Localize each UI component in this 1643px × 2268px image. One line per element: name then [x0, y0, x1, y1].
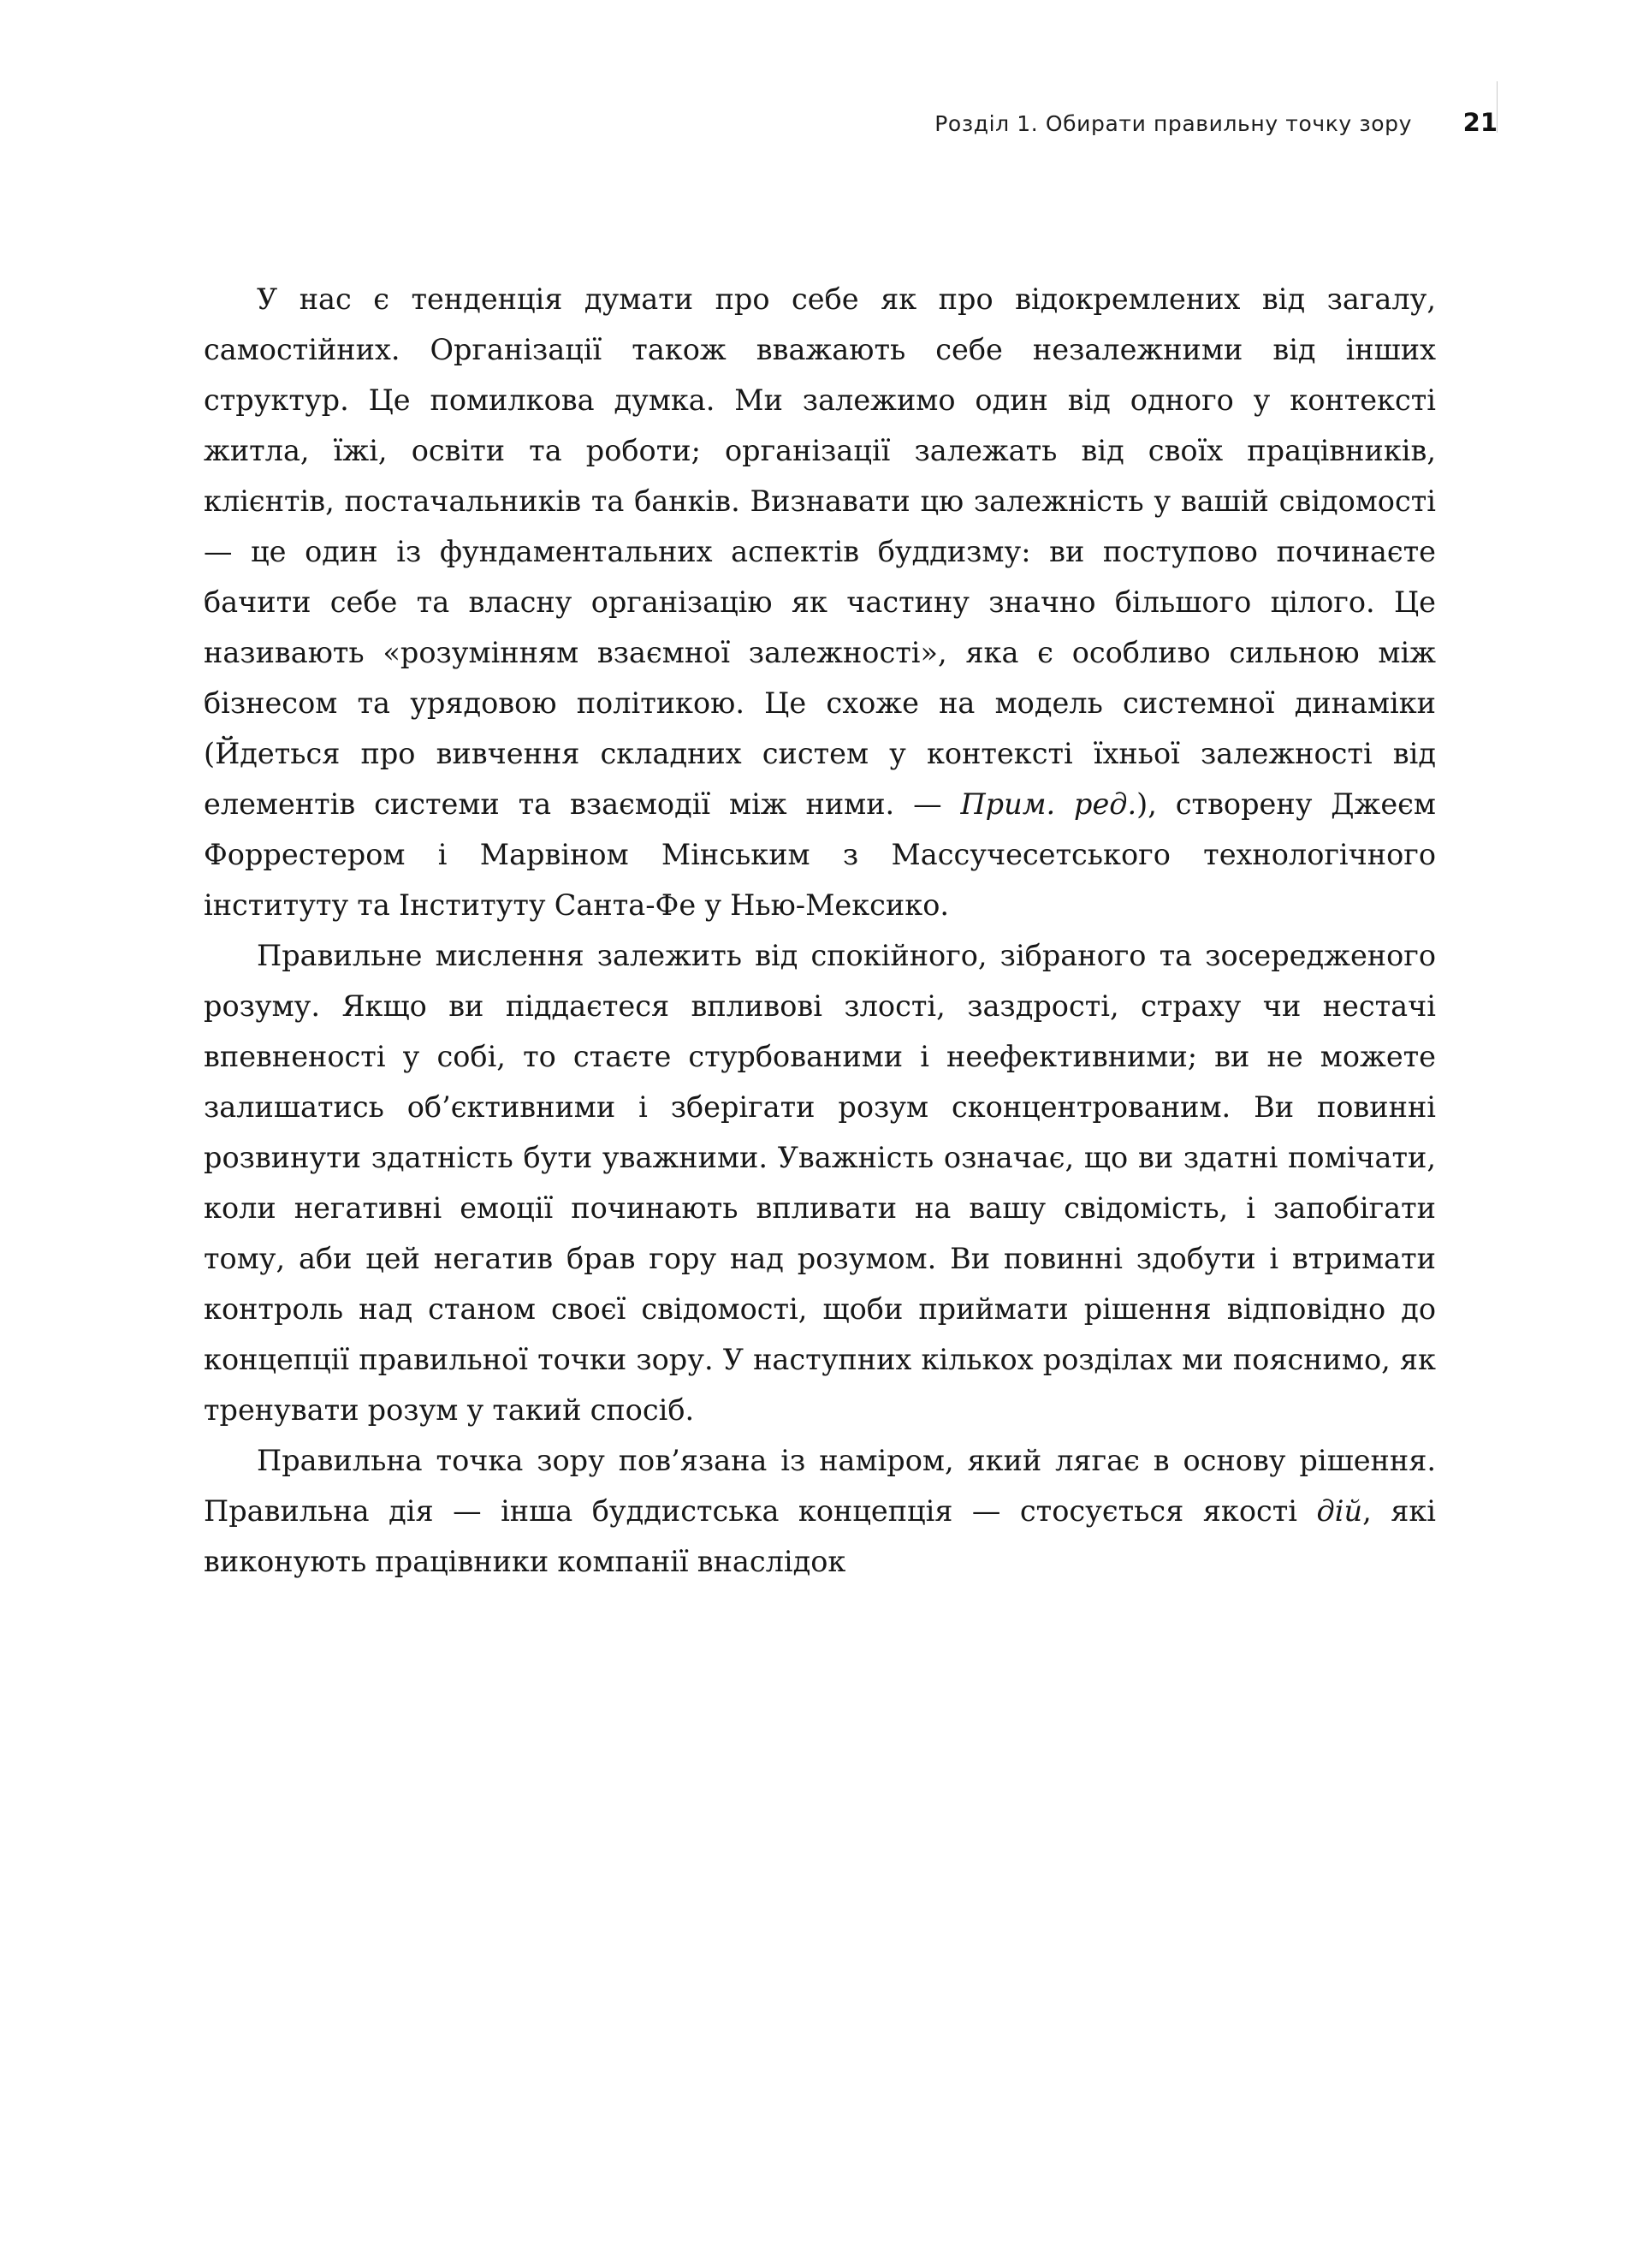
- page-header: [205, 108, 1498, 163]
- paragraph: У нас є тенденція думати про себе як про відокремлених від загалу, самостійних. Організації також вважають себе незалежними від інших структур. Це помилкова думка. Ми залежимо один від одного у контексті житла, їжі, освіти та роботи; організації залежать від своїх працівників, клієнтів, постачальників та банків. Визнавати цю залежність у вашій свідомості — це один із фундаментальних аспектів буддизму: ви поступово починаєте бачити себе та власну організацію як частину значно більшого цілого. Це називають «розумінням взаємної залежності», яка є особливо сильною між бізнесом та урядовою політикою. Це схоже на модель системної динаміки (Йдеться про вивчення складних систем у контексті їхньої залежності від елементів системи та взаємодії між ними. — Прим. ред.), створену Джеєм Форрестером і Марвіном Мінським з Массучесетського технологічного інституту та Інституту Санта-Фе у Нью-Мексико.: [204, 282, 1436, 922]
- paragraph: Правильна точка зору пов’язана із наміром, який лягає в основу рішення. Правильна дія — інша буддистська концепція — стосується якості дій, які виконують працівники компанії внаслідок: [204, 1444, 1436, 1578]
- running-head: Розділ 1. Обирати правильну точку зору: [934, 111, 1412, 136]
- body-text: [204, 274, 1436, 1587]
- paragraph: Правильне мислення залежить від спокійного, зібраного та зосередженого розуму. Якщо ви піддаєтеся впливові злості, заздрості, страху чи нестачі впевненості у собі, то стаєте стурбованими і неефективними; ви не можете залишатись об’єктивними і зберігати розум сконцентрованим. Ви повинні розвинути здатність бути уважними. Уважність означає, що ви здатні помічати, коли негативні емоції починають впливати на вашу свідомість, і запобігати тому, аби цей негатив брав гору над розумом. Ви повинні здобути і втримати контроль над станом своєї свідомості, щоби приймати рішення відповідно до концепції правильної точки зору. У наступних кількох розділах ми пояснимо, як тренувати розум у такий спосіб.: [204, 939, 1436, 1427]
- page-number: 21: [1462, 108, 1498, 137]
- emphasis-text: Прим. ред.: [960, 787, 1137, 821]
- emphasis-text: дій: [1316, 1494, 1363, 1528]
